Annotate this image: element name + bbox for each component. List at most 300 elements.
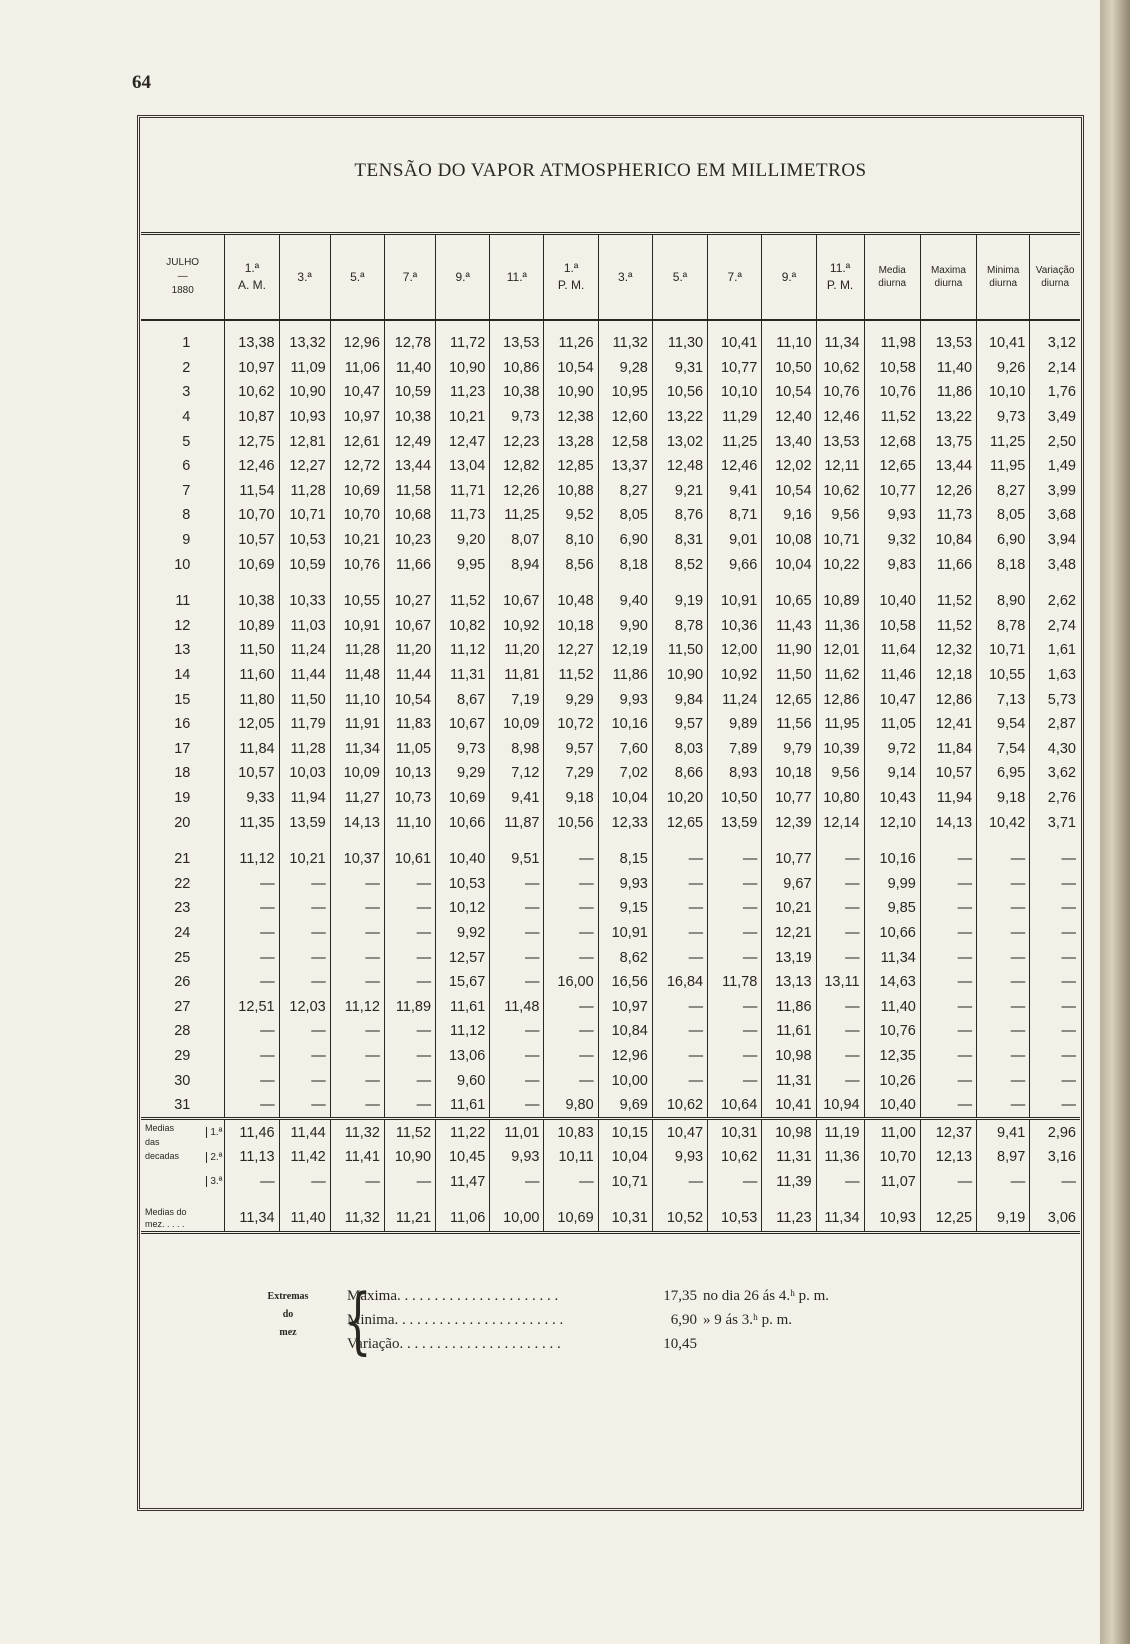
value-cell: 10,69	[225, 552, 279, 577]
value-cell: 10,88	[544, 479, 598, 504]
value-cell: 11,87	[490, 810, 544, 835]
value-cell: —	[816, 847, 864, 872]
day-cell: 27	[174, 998, 191, 1015]
spacer-cell	[544, 835, 598, 847]
value-cell: 11,32	[330, 1119, 384, 1145]
value-cell: 8,98	[490, 737, 544, 762]
column-header-line2: diurna	[989, 278, 1018, 289]
value-cell: 10,10	[977, 380, 1030, 405]
value-cell: 10,93	[864, 1206, 920, 1232]
value-cell: 11,12	[436, 638, 490, 663]
extremes-label	[240, 1288, 336, 1342]
spacer-cell	[816, 835, 864, 847]
month-label: JULHO	[166, 257, 200, 268]
spacer-cell	[141, 835, 225, 847]
value-cell: 12,40	[762, 405, 816, 430]
value-cell: —	[977, 1019, 1030, 1044]
value-cell: —	[225, 921, 279, 946]
value-cell: 11,34	[225, 1206, 279, 1232]
value-cell: 10,77	[762, 786, 816, 811]
value-cell: 12,82	[490, 454, 544, 479]
table-row	[141, 320, 1080, 356]
value-cell: 9,19	[652, 589, 707, 614]
value-cell: 10,18	[762, 761, 816, 786]
value-cell: 11,21	[384, 1206, 435, 1232]
value-cell: 11,34	[816, 1206, 864, 1232]
value-cell: —	[279, 1170, 330, 1195]
value-cell: 9,95	[436, 552, 490, 577]
value-cell: 8,76	[652, 503, 707, 528]
value-cell: 9,83	[864, 552, 920, 577]
value-cell: 11,09	[279, 356, 330, 381]
value-cell: 11,50	[652, 638, 707, 663]
value-cell: 13,19	[762, 945, 816, 970]
value-cell: 3,68	[1030, 503, 1080, 528]
value-cell: 10,09	[330, 761, 384, 786]
value-cell: —	[816, 1044, 864, 1069]
value-cell: 10,94	[816, 1093, 864, 1119]
value-cell: 13,22	[652, 405, 707, 430]
day-cell: 12	[174, 617, 191, 634]
value-cell: 9,85	[864, 896, 920, 921]
value-cell: —	[225, 1068, 279, 1093]
value-cell: 6,90	[977, 528, 1030, 553]
table-row	[141, 970, 1080, 995]
value-cell: 11,73	[436, 503, 490, 528]
value-cell: 13,59	[279, 810, 330, 835]
value-cell: 12,11	[816, 454, 864, 479]
table-row	[141, 871, 1080, 896]
value-cell: 11,23	[436, 380, 490, 405]
value-cell: —	[279, 871, 330, 896]
value-cell: 2,50	[1030, 429, 1080, 454]
value-cell: 9,16	[762, 503, 816, 528]
value-cell: 10,98	[762, 1044, 816, 1069]
value-cell: 10,77	[708, 356, 762, 381]
value-cell: 8,18	[598, 552, 652, 577]
spacer-cell	[1030, 1194, 1080, 1206]
value-cell: 12,01	[816, 638, 864, 663]
value-cell: 12,60	[598, 405, 652, 430]
value-cell: 11,72	[436, 320, 490, 356]
value-cell: 12,68	[864, 429, 920, 454]
column-header-line1: 11.ª	[506, 269, 527, 284]
value-cell: —	[708, 1170, 762, 1195]
value-cell: 11,12	[436, 1019, 490, 1044]
value-cell: 9,84	[652, 687, 707, 712]
value-cell: —	[490, 896, 544, 921]
extreme-value: 17,35	[663, 1288, 697, 1304]
value-cell: —	[330, 1044, 384, 1069]
value-cell: 11,44	[279, 663, 330, 688]
column-header	[652, 234, 707, 321]
value-cell: —	[1030, 871, 1080, 896]
value-cell: 11,05	[864, 712, 920, 737]
value-cell: 2,87	[1030, 712, 1080, 737]
value-cell: 12,65	[762, 687, 816, 712]
day-cell: 16	[174, 716, 191, 733]
value-cell: 1,76	[1030, 380, 1080, 405]
value-cell: —	[1030, 970, 1080, 995]
column-header	[816, 234, 864, 321]
value-cell: 10,72	[544, 712, 598, 737]
value-cell: 16,00	[544, 970, 598, 995]
value-cell: 10,04	[762, 552, 816, 577]
value-cell: 11,34	[816, 320, 864, 356]
value-cell: 11,47	[436, 1170, 490, 1195]
value-cell: 11,48	[330, 663, 384, 688]
spacer-cell	[708, 577, 762, 589]
value-cell: 8,27	[977, 479, 1030, 504]
value-cell: —	[490, 1019, 544, 1044]
column-header-line1: Variação	[1035, 265, 1075, 276]
day-cell: 15	[174, 691, 191, 708]
spacer-cell	[708, 1194, 762, 1206]
value-cell: 10,22	[816, 552, 864, 577]
value-cell: 11,46	[864, 663, 920, 688]
value-cell: —	[977, 970, 1030, 995]
value-cell: 12,03	[279, 994, 330, 1019]
value-cell: 9,67	[762, 871, 816, 896]
value-cell: 10,10	[708, 380, 762, 405]
value-cell: 11,86	[598, 663, 652, 688]
value-cell: 8,90	[977, 589, 1030, 614]
value-cell: 10,93	[279, 405, 330, 430]
value-cell: —	[920, 1093, 976, 1119]
value-cell: 10,52	[652, 1206, 707, 1232]
value-cell: —	[652, 1044, 707, 1069]
value-cell: 10,62	[708, 1145, 762, 1170]
value-cell: 10,70	[864, 1145, 920, 1170]
spacer-cell	[141, 577, 225, 589]
spacer-cell	[1030, 577, 1080, 589]
value-cell: 10,57	[225, 528, 279, 553]
value-cell: 10,64	[708, 1093, 762, 1119]
table-row	[141, 761, 1080, 786]
value-cell: 12,27	[279, 454, 330, 479]
column-header	[598, 234, 652, 321]
day-cell: 29	[174, 1047, 191, 1064]
value-cell: 10,54	[762, 479, 816, 504]
value-cell: 7,29	[544, 761, 598, 786]
table-row	[141, 737, 1080, 762]
value-cell: —	[652, 994, 707, 1019]
value-cell: 10,91	[330, 614, 384, 639]
value-cell: 12,35	[864, 1044, 920, 1069]
table-row	[141, 1068, 1080, 1093]
day-cell: 5	[182, 433, 191, 450]
value-cell: 10,58	[864, 614, 920, 639]
value-cell: 11,07	[864, 1170, 920, 1195]
value-cell: 8,05	[598, 503, 652, 528]
value-cell: —	[920, 1044, 976, 1069]
column-header	[490, 234, 544, 321]
value-cell: 8,31	[652, 528, 707, 553]
value-cell: 12,46	[708, 454, 762, 479]
value-cell: 9,90	[598, 614, 652, 639]
value-cell: 8,66	[652, 761, 707, 786]
value-cell: 13,53	[490, 320, 544, 356]
value-cell: 10,53	[436, 871, 490, 896]
value-cell: 10,97	[225, 356, 279, 381]
value-cell: 16,84	[652, 970, 707, 995]
value-cell: 11,61	[436, 1093, 490, 1119]
column-header-line1: 9.ª	[781, 269, 797, 284]
value-cell: 2,96	[1030, 1119, 1080, 1145]
spacer-cell	[598, 835, 652, 847]
value-cell: 10,58	[864, 356, 920, 381]
value-cell: 1,61	[1030, 638, 1080, 663]
value-cell: —	[1030, 1170, 1080, 1195]
value-cell: —	[225, 1093, 279, 1119]
value-cell: 11,83	[384, 712, 435, 737]
value-cell: 12,72	[330, 454, 384, 479]
value-cell: —	[490, 1044, 544, 1069]
value-cell: —	[920, 945, 976, 970]
value-cell: 9,33	[225, 786, 279, 811]
value-cell: 11,29	[708, 405, 762, 430]
spacer-cell	[330, 577, 384, 589]
value-cell: 8,62	[598, 945, 652, 970]
value-cell: —	[279, 1093, 330, 1119]
value-cell: 11,42	[279, 1145, 330, 1170]
value-cell: 15,67	[436, 970, 490, 995]
column-header	[864, 234, 920, 321]
spacer-cell	[1030, 835, 1080, 847]
column-header-line1: 1.ª	[563, 261, 579, 275]
table-row	[141, 528, 1080, 553]
value-cell: 10,69	[544, 1206, 598, 1232]
value-cell: 11,39	[762, 1170, 816, 1195]
value-cell: —	[816, 921, 864, 946]
value-cell: —	[977, 994, 1030, 1019]
extremes-label-line2: do	[282, 1309, 294, 1320]
table-frame	[137, 115, 1084, 1511]
value-cell: 10,54	[544, 356, 598, 381]
value-cell: 10,76	[330, 552, 384, 577]
extreme-minima-row	[347, 1312, 792, 1334]
value-cell: 11,91	[330, 712, 384, 737]
value-cell: 10,56	[652, 380, 707, 405]
value-cell: —	[920, 994, 976, 1019]
value-cell: —	[330, 1170, 384, 1195]
value-cell: 9,80	[544, 1093, 598, 1119]
value-cell: —	[816, 1068, 864, 1093]
value-cell: 11,13	[225, 1145, 279, 1170]
value-cell: 11,71	[436, 479, 490, 504]
value-cell: 11,44	[384, 663, 435, 688]
value-cell: —	[652, 871, 707, 896]
value-cell: 14,63	[864, 970, 920, 995]
value-cell: 8,15	[598, 847, 652, 872]
value-cell: 9,41	[708, 479, 762, 504]
value-cell: 12,47	[436, 429, 490, 454]
value-cell: 10,08	[762, 528, 816, 553]
value-cell: 10,69	[330, 479, 384, 504]
value-cell: 12,75	[225, 429, 279, 454]
spacer-cell	[864, 1194, 920, 1206]
extreme-variacao-row	[347, 1336, 703, 1358]
table-row	[141, 1093, 1080, 1119]
value-cell: 13,13	[762, 970, 816, 995]
value-cell: 10,50	[708, 786, 762, 811]
column-header-line1: Media	[878, 265, 906, 276]
value-cell: 11,78	[708, 970, 762, 995]
day-cell: 31	[174, 1097, 191, 1114]
value-cell: 9,72	[864, 737, 920, 762]
value-cell: 10,83	[544, 1119, 598, 1145]
value-cell: 8,07	[490, 528, 544, 553]
value-cell: 10,43	[864, 786, 920, 811]
table-row	[141, 712, 1080, 737]
column-header-line1: 7.ª	[727, 269, 742, 284]
value-cell: 10,41	[977, 320, 1030, 356]
table-row	[141, 847, 1080, 872]
day-cell: 6	[182, 458, 191, 475]
day-cell: 9	[182, 532, 191, 549]
table-row	[141, 994, 1080, 1019]
value-cell: 7,19	[490, 687, 544, 712]
value-cell: —	[977, 847, 1030, 872]
value-cell: 11,24	[708, 687, 762, 712]
value-cell: 11,35	[225, 810, 279, 835]
column-header-line1: 7.ª	[402, 269, 418, 284]
value-cell: 12,78	[384, 320, 435, 356]
value-cell: —	[708, 945, 762, 970]
value-cell: 13,44	[920, 454, 976, 479]
value-cell: 3,49	[1030, 405, 1080, 430]
value-cell: 8,18	[977, 552, 1030, 577]
value-cell: 11,19	[816, 1119, 864, 1145]
value-cell: 6,90	[598, 528, 652, 553]
value-cell: —	[708, 1068, 762, 1093]
value-cell: 9,89	[708, 712, 762, 737]
value-cell: 8,05	[977, 503, 1030, 528]
day-cell: 14	[174, 667, 191, 684]
value-cell: 11,66	[384, 552, 435, 577]
value-cell: 10,66	[864, 921, 920, 946]
value-cell: —	[225, 1170, 279, 1195]
value-cell: 12,26	[920, 479, 976, 504]
value-cell: 12,19	[598, 638, 652, 663]
value-cell: —	[279, 896, 330, 921]
value-cell: 11,34	[330, 737, 384, 762]
value-cell: 11,58	[384, 479, 435, 504]
value-cell: 13,53	[920, 320, 976, 356]
value-cell: 11,84	[920, 737, 976, 762]
value-cell: 11,52	[544, 663, 598, 688]
column-header	[977, 234, 1030, 321]
value-cell: 12,58	[598, 429, 652, 454]
spacer-cell	[816, 1194, 864, 1206]
value-cell: 11,10	[330, 687, 384, 712]
value-cell: 10,71	[279, 503, 330, 528]
value-cell: 11,90	[762, 638, 816, 663]
value-cell: 11,25	[977, 429, 1030, 454]
value-cell: 9,56	[816, 761, 864, 786]
spacer-cell	[598, 1194, 652, 1206]
value-cell: 13,53	[816, 429, 864, 454]
value-cell: 10,45	[436, 1145, 490, 1170]
value-cell: 11,86	[762, 994, 816, 1019]
table-body	[141, 320, 1080, 1232]
spacer-cell	[762, 577, 816, 589]
value-cell: 8,27	[598, 479, 652, 504]
value-cell: —	[330, 1093, 384, 1119]
value-cell: 3,99	[1030, 479, 1080, 504]
value-cell: 13,06	[436, 1044, 490, 1069]
day-cell: 7	[182, 482, 191, 499]
value-cell: 11,30	[652, 320, 707, 356]
spacer-cell	[864, 577, 920, 589]
value-cell: 11,52	[864, 405, 920, 430]
spacer-cell	[436, 1194, 490, 1206]
value-cell: 9,15	[598, 896, 652, 921]
value-cell: —	[920, 921, 976, 946]
spacer-cell	[920, 577, 976, 589]
value-cell: 12,96	[330, 320, 384, 356]
value-cell: 10,84	[920, 528, 976, 553]
value-cell: 11,61	[762, 1019, 816, 1044]
day-cell: 13	[174, 642, 191, 659]
value-cell: 10,54	[762, 380, 816, 405]
value-cell: —	[977, 896, 1030, 921]
value-cell: —	[225, 970, 279, 995]
table-row	[141, 614, 1080, 639]
column-header-line1: 9.ª	[455, 269, 470, 284]
value-cell: 12,33	[598, 810, 652, 835]
value-cell: 10,87	[225, 405, 279, 430]
day-cell: 2	[182, 359, 191, 376]
value-cell: —	[384, 871, 435, 896]
value-cell: —	[816, 945, 864, 970]
value-cell: 10,09	[490, 712, 544, 737]
value-cell: 11,66	[920, 552, 976, 577]
value-cell: 10,48	[544, 589, 598, 614]
value-cell: —	[544, 871, 598, 896]
value-cell: 10,80	[816, 786, 864, 811]
value-cell: 7,02	[598, 761, 652, 786]
value-cell: 12,00	[708, 638, 762, 663]
value-cell: 11,40	[279, 1206, 330, 1232]
day-cell: 25	[174, 949, 191, 966]
value-cell: —	[225, 896, 279, 921]
value-cell: 10,13	[384, 761, 435, 786]
value-cell: 10,47	[652, 1119, 707, 1145]
value-cell: 11,98	[864, 320, 920, 356]
value-cell: 11,00	[864, 1119, 920, 1145]
decade-label	[141, 1170, 225, 1195]
value-cell: —	[225, 1019, 279, 1044]
brace-icon: {	[344, 1278, 372, 1362]
spacer-cell	[490, 577, 544, 589]
spacer-cell	[762, 1194, 816, 1206]
value-cell: —	[708, 994, 762, 1019]
value-cell: 8,10	[544, 528, 598, 553]
value-cell: —	[1030, 1068, 1080, 1093]
value-cell: —	[384, 1068, 435, 1093]
value-cell: —	[708, 1019, 762, 1044]
column-header-line1: 1.ª	[244, 261, 260, 275]
value-cell: 11,73	[920, 503, 976, 528]
column-header-line1: 11.ª	[829, 261, 851, 275]
value-cell: —	[816, 994, 864, 1019]
decade-number: 2.ª	[206, 1152, 222, 1163]
page-title: TENSÃO DO VAPOR ATMOSPHERICO EM MILLIMETROS	[354, 160, 867, 181]
value-cell: 10,39	[816, 737, 864, 762]
value-cell: 3,71	[1030, 810, 1080, 835]
value-cell: 10,59	[279, 552, 330, 577]
